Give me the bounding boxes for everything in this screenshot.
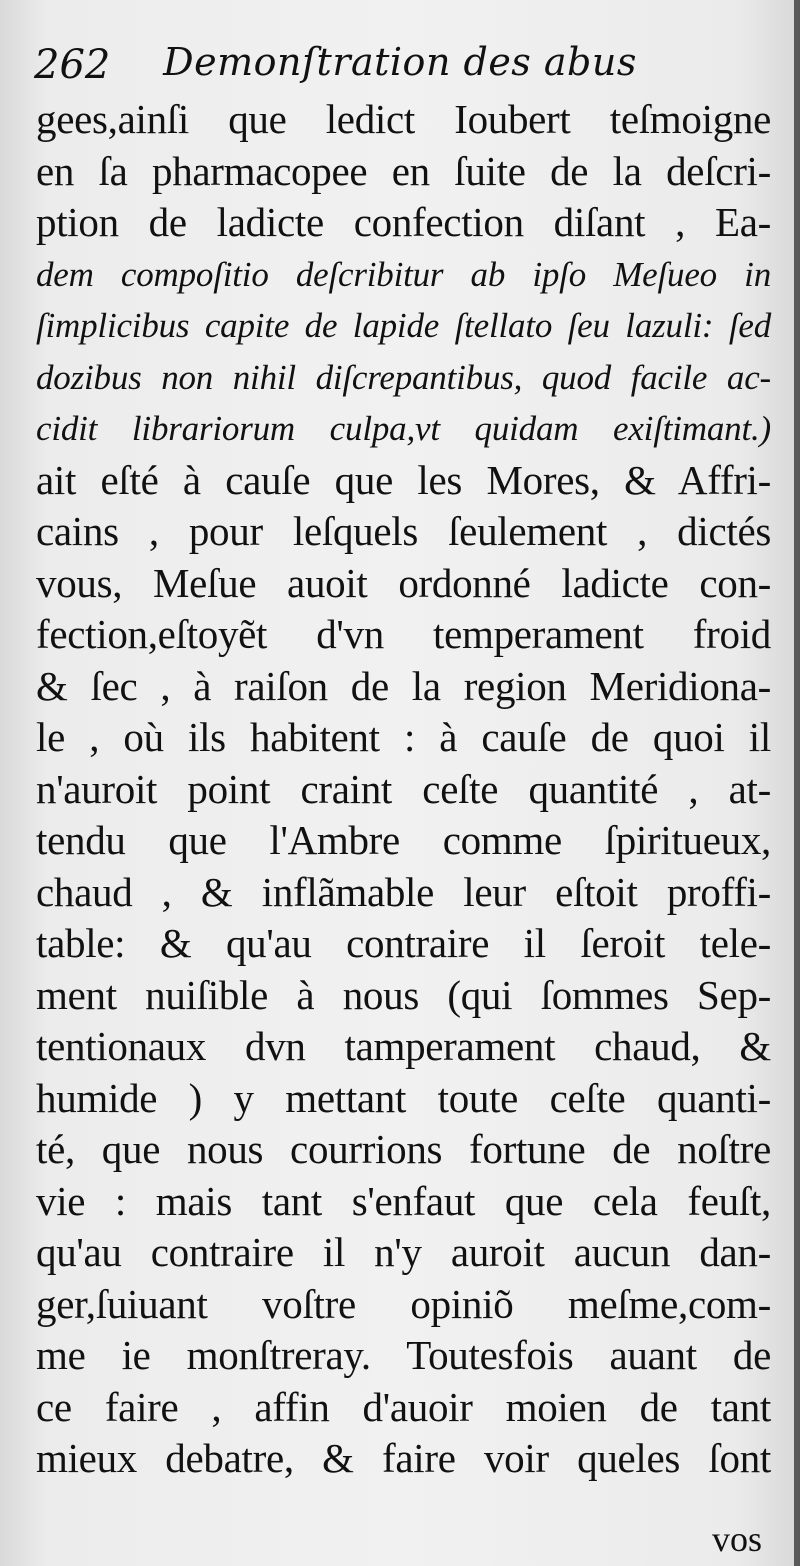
page-number: 262: [34, 42, 111, 88]
text-line: ce faire , affin d'auoir moien de tant: [36, 1383, 771, 1430]
text-line: vie : mais tant s'enfaut que cela feuſt,: [36, 1177, 771, 1224]
text-line: té, que nous courrions fortune de noſtre: [36, 1126, 771, 1172]
page-header: [30, 40, 770, 100]
text-line: en ſa pharmacopee en ſuite de la deſcri-: [36, 147, 771, 194]
text-line: humide ) y mettant toute ceſte quanti-: [36, 1074, 771, 1121]
text-line: ment nuiſible à nous (qui ſommes Sep-: [36, 971, 771, 1018]
text-line: table: & qu'au contraire il ſeroit tele-: [36, 920, 771, 966]
body-text: [36, 94, 771, 1485]
text-line: vous, Meſue auoit ordonné ladicte con-: [36, 559, 771, 606]
text-line: fection,eſtoyẽt d'vn temperament froid: [36, 611, 771, 657]
text-line: ger,ſuiuant voſtre opiniõ meſme,com-: [36, 1280, 771, 1327]
text-line: le , où ils habitent : à cauſe de quoi il: [36, 714, 771, 760]
text-line: n'auroit point craint ceſte quantité , at-: [36, 765, 771, 812]
text-line: tentionaux dvn tamperament chaud, &: [36, 1023, 771, 1069]
catchword: vos: [711, 1519, 762, 1559]
latin-quote-line: dozibus non nihil diſcrepantibus, quod facile ac-: [36, 357, 771, 397]
text-line: mieux debatre, & faire voir queles ſont: [36, 1435, 771, 1481]
text-line: & ſec , à raiſon de la region Meridiona-: [36, 662, 771, 709]
text-line: gees,ainſi que ledict Ioubert teſmoigne: [36, 96, 771, 142]
text-line: chaud , & inflãmable leur eſtoit proffi-: [36, 868, 771, 915]
running-title: Demonſtration des abus: [163, 40, 637, 84]
text-line: me ie monſtreray. Toutesfois auant de: [36, 1332, 771, 1378]
page-edge-shadow: [794, 0, 800, 1566]
text-line: tendu que l'Ambre comme ſpiritueux,: [36, 817, 771, 863]
text-line: cains , pour leſquels ſeulement , dictés: [36, 508, 771, 554]
text-line: ait eſté à cauſe que les Mores, & Affri-: [36, 456, 771, 503]
text-line: ption de ladicte confection diſant , Ea-: [36, 199, 771, 245]
latin-quote-line: cidit librariorum culpa,vt quidam exiſtimant.): [36, 409, 771, 448]
latin-quote-line: dem compoſitio deſcribitur ab ipſo Meſueo in: [36, 254, 771, 294]
latin-quote-line: ſimplicibus capite de lapide ſtellato ſeu lazuli: ſed: [36, 306, 771, 345]
text-line: qu'au contraire il n'y auroit aucun dan-: [36, 1229, 771, 1275]
